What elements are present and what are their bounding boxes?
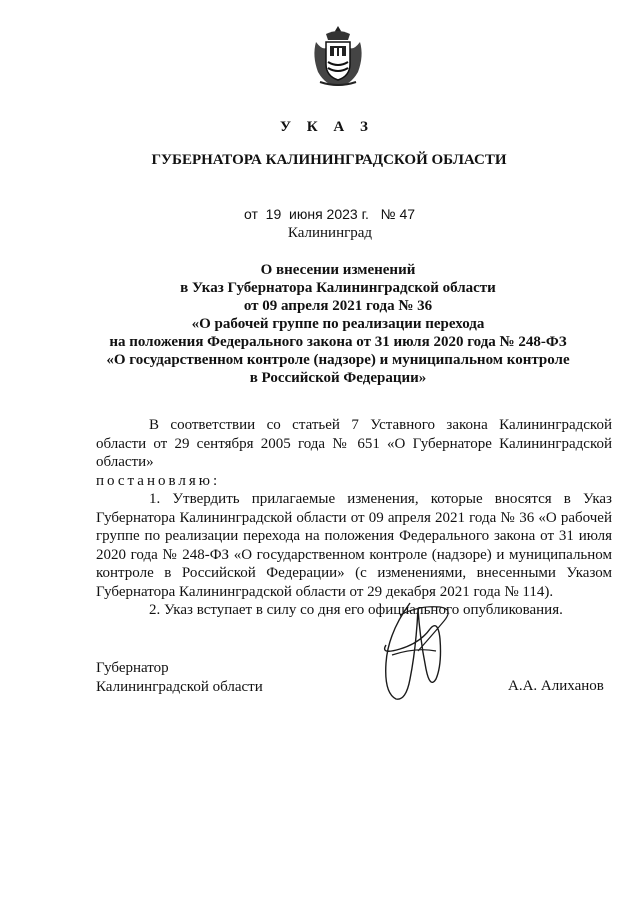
city: Калининград xyxy=(287,225,373,241)
heading-line: в Российской Федерации» xyxy=(249,370,427,386)
item-2-paragraph: 2. Указ вступает в силу со дня его официального опубликования. xyxy=(149,602,563,618)
decree-body xyxy=(96,416,612,620)
heading-line: в Указ Губернатора Калининградской области xyxy=(180,280,496,296)
heading-line: О внесении изменений xyxy=(260,262,416,278)
preamble-paragraph: В соответствии со статьей 7 Уставного закона Калининградской области от 29 сентября 2005 года № 651 «О Губернаторе Калининградской области» xyxy=(96,417,612,470)
decree-word: постановляю: xyxy=(96,472,221,489)
signatory-name: А.А. Алиханов xyxy=(508,678,604,694)
coat-of-arms-emblem xyxy=(312,24,364,88)
document-type-title: У К А З xyxy=(280,119,374,135)
decree-heading xyxy=(96,261,580,387)
signatory-position-line: Губернатор xyxy=(96,660,169,676)
item-1-paragraph: 1. Утвердить прилагаемые изменения, которые вносятся в Указ Губернатора Калининградской области от 09 апреля 2021 года № 36 «О рабочей группе по реализации перехода на положения Федерального закона от 31 июля 2020 года № 248-ФЗ «О государственном контроле (надзоре) и муниципальном контроле в Российской Федерации» (с изменениями, внесенными Указом Губернатора Калининградской области от 29 декабря 2021 года № 114). xyxy=(96,491,612,600)
date-and-number: от 19 июня 2023 г. № 47 xyxy=(244,206,416,222)
heading-line: «О рабочей группе по реализации перехода xyxy=(191,316,485,332)
heading-line: на положения Федерального закона от 31 июля 2020 года № 248-ФЗ xyxy=(109,334,567,350)
issuer-title: ГУБЕРНАТОРА КАЛИНИНГРАДСКОЙ ОБЛАСТИ xyxy=(151,152,507,168)
handwritten-signature xyxy=(370,595,460,705)
signatory-position xyxy=(96,659,263,697)
heading-line: от 09 апреля 2021 года № 36 xyxy=(243,298,433,314)
heading-line: «О государственном контроле (надзоре) и муниципальном контроле xyxy=(106,352,570,368)
signatory-position-line: Калининградской области xyxy=(96,679,263,695)
